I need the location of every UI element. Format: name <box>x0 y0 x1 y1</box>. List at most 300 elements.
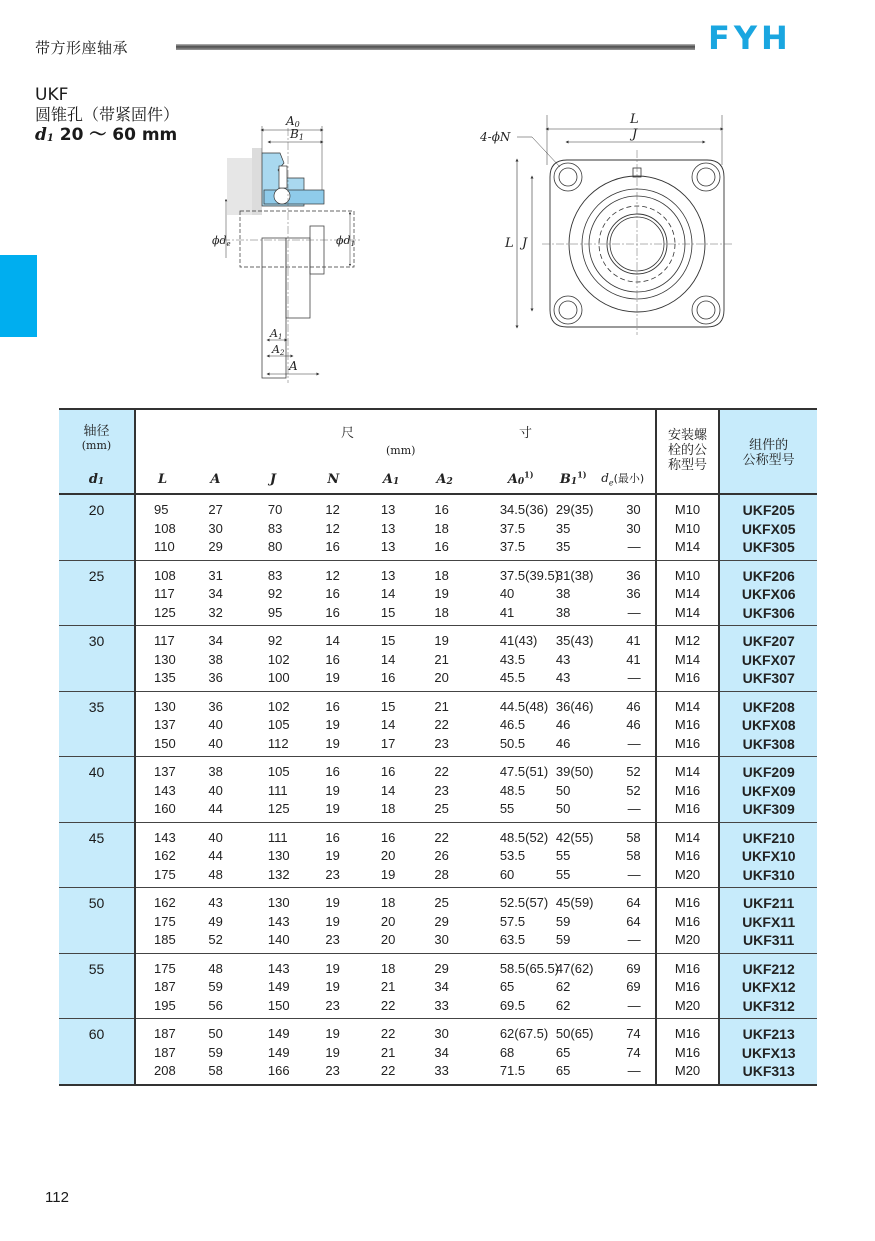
value-B1: 62 <box>555 979 571 994</box>
value-A0: 47.5(51) <box>499 764 549 779</box>
value-part-number: UKFX06 <box>741 586 796 602</box>
value-A: 29 <box>208 539 223 554</box>
cell-L <box>135 494 188 560</box>
value-bolt: M16 <box>674 735 701 751</box>
cell-B1 <box>552 757 601 823</box>
cell-N <box>303 953 361 1019</box>
value-A2: 30 <box>434 932 449 947</box>
cell-L <box>135 822 188 888</box>
shaft-diameter-cell: 40 <box>59 757 135 823</box>
cell-L <box>135 757 188 823</box>
cell-L <box>135 691 188 757</box>
cell-B1 <box>552 888 601 954</box>
value-J: 111 <box>267 829 288 845</box>
cell-A2 <box>418 888 471 954</box>
label-J-left: J <box>522 236 528 251</box>
value-A0: 37.5 <box>499 520 526 536</box>
value-A2: 30 <box>434 1026 449 1041</box>
table-row-group <box>59 888 817 954</box>
value-A: 58 <box>208 1063 223 1078</box>
dimension-table <box>59 408 817 1086</box>
cell-de <box>601 888 655 954</box>
value-A2: 20 <box>434 670 449 685</box>
value-N: 12 <box>325 520 340 536</box>
value-A1: 17 <box>380 735 396 751</box>
cell-B1 <box>552 953 601 1019</box>
value-bolt: M14 <box>674 604 701 620</box>
value-bolt: M20 <box>674 1063 701 1078</box>
value-N: 16 <box>325 829 340 845</box>
front-view-drawing <box>472 105 737 337</box>
value-part-number: UKF306 <box>742 604 795 621</box>
bearing-insert <box>264 190 324 204</box>
value-de: 46 <box>626 717 641 732</box>
cell-A1 <box>361 494 419 560</box>
value-A: 36 <box>208 670 223 685</box>
value-L: 160 <box>154 801 176 816</box>
col-B1: $B_1^{1)}$ <box>552 464 601 494</box>
value-N: 23 <box>325 932 340 947</box>
cell-A <box>188 953 246 1019</box>
cell-A0 <box>472 822 552 888</box>
value-de: 64 <box>626 895 641 910</box>
header-bolt-size <box>656 409 720 494</box>
value-A: 40 <box>208 782 223 798</box>
value-A2: 23 <box>434 782 449 798</box>
value-N: 14 <box>325 633 340 648</box>
cell-bolt <box>656 494 720 560</box>
shaft-diameter-cell: 60 <box>59 1019 135 1085</box>
value-bolt: M16 <box>674 717 701 732</box>
value-A: 34 <box>208 586 223 601</box>
cell-N <box>303 1019 361 1085</box>
cell-A2 <box>418 1019 471 1085</box>
value-J: 102 <box>267 698 290 714</box>
value-L: 195 <box>154 997 176 1013</box>
cell-L <box>135 1019 188 1085</box>
cell-bolt <box>656 822 720 888</box>
value-N: 19 <box>325 1044 340 1060</box>
value-J: 112 <box>267 735 289 751</box>
value-A: 56 <box>208 997 223 1013</box>
value-A0: 71.5 <box>499 1063 526 1078</box>
value-de: 69 <box>626 979 641 994</box>
value-part-number: UKF210 <box>742 829 795 846</box>
value-bolt: M10 <box>674 502 701 517</box>
value-J: 105 <box>267 764 290 779</box>
value-A2: 25 <box>434 895 449 910</box>
value-L: 175 <box>154 913 176 929</box>
value-A: 44 <box>208 801 223 816</box>
value-L: 162 <box>154 895 176 910</box>
cell-part-number <box>719 626 817 692</box>
value-bolt: M14 <box>674 651 701 667</box>
table-row-group <box>59 953 817 1019</box>
label-A0: A0 <box>286 114 300 129</box>
value-L: 135 <box>154 670 176 685</box>
col-J: J <box>246 464 304 494</box>
cell-A1 <box>361 757 419 823</box>
value-de: 74 <box>626 1026 641 1041</box>
value-de: 74 <box>626 1044 641 1060</box>
value-part-number: UKF212 <box>742 960 795 977</box>
shaft-diameter-cell: 45 <box>59 822 135 888</box>
value-B1: 46 <box>555 735 571 751</box>
cell-bolt <box>656 953 720 1019</box>
value-J: 80 <box>267 539 283 554</box>
value-A1: 18 <box>380 895 396 910</box>
value-J: 130 <box>267 895 290 910</box>
value-A0: 68 <box>499 1044 515 1060</box>
value-B1: 38 <box>555 586 571 601</box>
value-A: 36 <box>208 698 223 714</box>
value-L: 185 <box>154 932 176 947</box>
cell-de <box>601 822 655 888</box>
value-A1: 14 <box>380 651 396 667</box>
value-de: — <box>627 604 641 620</box>
value-A: 44 <box>208 848 223 863</box>
value-B1: 55 <box>555 866 571 882</box>
cell-de <box>601 1019 655 1085</box>
value-N: 19 <box>325 670 340 685</box>
range-symbol-sub: 1 <box>46 133 54 144</box>
cell-A0 <box>472 757 552 823</box>
value-B1: 55 <box>555 848 571 863</box>
cell-bolt <box>656 626 720 692</box>
cell-bolt <box>656 691 720 757</box>
value-de: — <box>627 866 641 882</box>
bore-type: 圆锥孔（带紧固件） <box>35 105 180 124</box>
cell-A <box>188 494 246 560</box>
value-N: 19 <box>325 895 340 910</box>
col-d1: $d_1$ <box>59 464 135 494</box>
dimensions-label-1: 尺 <box>341 426 355 441</box>
value-A1: 20 <box>380 932 396 947</box>
cell-B1 <box>552 560 601 626</box>
header-rule <box>176 44 695 50</box>
label-J-top: J <box>632 127 638 142</box>
part-label-2: 公称型号 <box>742 453 795 468</box>
value-N: 19 <box>325 735 340 751</box>
bolt-label-2: 栓的公 <box>668 443 708 458</box>
value-A1: 16 <box>380 764 396 779</box>
label-L-top: L <box>630 112 639 127</box>
cell-J <box>246 691 304 757</box>
value-L: 117 <box>154 586 175 601</box>
part-label-1: 组件的 <box>749 438 789 453</box>
value-bolt: M14 <box>674 764 701 779</box>
series-name: UKF <box>35 85 69 105</box>
cell-N <box>303 888 361 954</box>
cell-A2 <box>418 757 471 823</box>
value-L: 95 <box>154 502 169 517</box>
value-L: 187 <box>154 979 176 994</box>
cell-A0 <box>472 494 552 560</box>
value-A1: 22 <box>380 1063 396 1078</box>
value-part-number: UKFX10 <box>741 848 796 864</box>
cell-B1 <box>552 494 601 560</box>
label-A1: A1 <box>270 327 283 341</box>
value-A0: 48.5(52) <box>499 829 549 845</box>
set-screw <box>279 166 287 188</box>
value-A0: 65 <box>499 979 515 994</box>
cell-B1 <box>552 822 601 888</box>
value-de: 52 <box>626 764 641 779</box>
value-A1: 15 <box>380 633 396 648</box>
value-de: 41 <box>626 651 641 667</box>
value-J: 102 <box>267 651 290 667</box>
ball-icon <box>274 188 290 204</box>
value-B1: 59 <box>555 932 571 947</box>
value-bolt: M16 <box>674 913 701 929</box>
cell-A0 <box>472 691 552 757</box>
value-N: 19 <box>325 801 340 816</box>
value-A1: 13 <box>380 567 396 583</box>
value-B1: 50(65) <box>555 1026 594 1041</box>
value-A1: 21 <box>380 1044 396 1060</box>
label-d1: ϕd1 <box>336 234 356 248</box>
shaft-diameter-cell: 30 <box>59 626 135 692</box>
value-A1: 20 <box>380 848 396 863</box>
value-A: 52 <box>208 932 223 947</box>
cell-A1 <box>361 691 419 757</box>
cell-J <box>246 626 304 692</box>
cell-B1 <box>552 1019 601 1085</box>
cell-L <box>135 626 188 692</box>
col-A1: $A_1$ <box>361 464 419 494</box>
value-bolt: M16 <box>674 1044 701 1060</box>
value-L: 130 <box>154 698 176 714</box>
value-A1: 20 <box>380 913 396 929</box>
value-de: 52 <box>626 782 641 798</box>
cell-A <box>188 560 246 626</box>
value-de: — <box>627 932 641 947</box>
value-A0: 37.5 <box>499 539 526 554</box>
header-shaft-dia <box>59 409 135 464</box>
value-A0: 62(67.5) <box>499 1026 549 1041</box>
cell-part-number <box>719 953 817 1019</box>
dimensions-unit: (mm) <box>386 444 416 457</box>
value-J: 150 <box>267 997 290 1013</box>
cell-A <box>188 1019 246 1085</box>
cell-A0 <box>472 626 552 692</box>
value-A: 59 <box>208 979 223 994</box>
value-J: 149 <box>267 1044 290 1060</box>
value-A2: 19 <box>434 633 449 648</box>
value-part-number: UKF213 <box>742 1026 795 1042</box>
value-A1: 22 <box>380 997 396 1013</box>
cell-A0 <box>472 888 552 954</box>
value-A0: 40 <box>499 586 515 601</box>
shaft-diameter-cell: 20 <box>59 494 135 560</box>
value-bolt: M14 <box>674 698 701 714</box>
value-A1: 18 <box>380 960 396 976</box>
value-B1: 31(38) <box>555 567 594 583</box>
col-A2: $A_2$ <box>418 464 471 494</box>
cell-N <box>303 494 361 560</box>
value-A1: 13 <box>380 502 396 517</box>
value-J: 149 <box>267 979 290 994</box>
cell-part-number <box>719 691 817 757</box>
value-bolt: M16 <box>674 960 701 976</box>
value-A: 27 <box>208 502 223 517</box>
flange-body <box>262 238 286 378</box>
cell-N <box>303 560 361 626</box>
cell-de <box>601 626 655 692</box>
value-part-number: UKF308 <box>742 735 795 752</box>
cell-A1 <box>361 822 419 888</box>
value-de: 41 <box>626 633 641 648</box>
cell-N <box>303 822 361 888</box>
value-A2: 19 <box>434 586 449 601</box>
cell-A <box>188 822 246 888</box>
value-A2: 33 <box>434 997 449 1013</box>
cell-J <box>246 822 304 888</box>
value-A1: 19 <box>380 866 396 882</box>
cell-A1 <box>361 888 419 954</box>
value-A2: 26 <box>434 848 449 863</box>
value-N: 23 <box>325 997 340 1013</box>
value-A: 30 <box>208 520 223 536</box>
value-A0: 63.5 <box>499 932 526 947</box>
value-part-number: UKF211 <box>742 895 795 911</box>
side-tab-marker <box>0 255 37 337</box>
value-J: 83 <box>267 567 283 583</box>
value-A2: 29 <box>434 913 449 929</box>
value-de: 46 <box>626 698 641 714</box>
value-part-number: UKF206 <box>742 567 795 584</box>
cell-A <box>188 888 246 954</box>
value-N: 23 <box>325 866 340 882</box>
cell-J <box>246 757 304 823</box>
value-A1: 14 <box>380 717 396 732</box>
label-de: ϕde <box>212 234 231 248</box>
value-J: 111 <box>267 782 288 798</box>
cell-part-number <box>719 1019 817 1085</box>
cell-A1 <box>361 626 419 692</box>
value-J: 166 <box>267 1063 290 1078</box>
value-A2: 18 <box>434 604 449 620</box>
value-part-number: UKF209 <box>742 764 795 780</box>
value-B1: 43 <box>555 651 571 667</box>
value-A0: 58.5(65.5) <box>499 960 560 976</box>
value-bolt: M20 <box>674 866 701 882</box>
value-L: 187 <box>154 1044 176 1060</box>
value-A0: 37.5(39.5) <box>499 567 560 583</box>
table-body <box>59 494 817 1085</box>
table-row-group <box>59 691 817 757</box>
value-de: 30 <box>626 520 641 536</box>
value-A2: 28 <box>434 866 449 882</box>
value-J: 125 <box>267 801 290 816</box>
value-B1: 38 <box>555 604 571 620</box>
value-N: 16 <box>325 698 340 714</box>
cell-bolt <box>656 757 720 823</box>
value-L: 117 <box>154 633 175 648</box>
value-bolt: M16 <box>674 895 701 910</box>
cell-B1 <box>552 626 601 692</box>
value-A1: 16 <box>380 829 396 845</box>
cell-B1 <box>552 691 601 757</box>
size-range <box>35 125 179 149</box>
cell-de <box>601 494 655 560</box>
value-L: 137 <box>154 764 176 779</box>
value-A: 38 <box>208 764 223 779</box>
value-A0: 53.5 <box>499 848 526 863</box>
value-J: 100 <box>267 670 290 685</box>
cell-bolt <box>656 888 720 954</box>
value-N: 16 <box>325 764 340 779</box>
value-A: 50 <box>208 1026 223 1041</box>
value-part-number: UKF307 <box>742 670 795 686</box>
value-A2: 25 <box>434 801 449 816</box>
value-A1: 14 <box>380 586 396 601</box>
value-bolt: M16 <box>674 670 701 685</box>
value-N: 19 <box>325 717 340 732</box>
cell-L <box>135 953 188 1019</box>
value-bolt: M10 <box>674 567 701 583</box>
value-A1: 15 <box>380 604 396 620</box>
value-bolt: M10 <box>674 520 701 536</box>
value-N: 16 <box>325 604 340 620</box>
value-de: 58 <box>626 848 641 863</box>
value-bolt: M20 <box>674 997 701 1013</box>
value-A1: 13 <box>380 539 396 554</box>
value-N: 16 <box>325 539 340 554</box>
cell-A2 <box>418 691 471 757</box>
value-bolt: M16 <box>674 848 701 863</box>
value-bolt: M14 <box>674 829 701 845</box>
value-B1: 46 <box>555 717 571 732</box>
value-J: 143 <box>267 960 290 976</box>
label-4-phiN: 4-ϕN <box>480 130 511 144</box>
label-B1: B1 <box>290 127 304 142</box>
value-A2: 18 <box>434 520 449 536</box>
value-N: 12 <box>325 567 340 583</box>
value-part-number: UKF310 <box>742 866 795 883</box>
value-de: — <box>627 539 641 554</box>
value-A: 31 <box>208 567 223 583</box>
value-B1: 29(35) <box>555 502 594 517</box>
shaft-dia-label: 轴径 <box>83 424 110 439</box>
value-A2: 23 <box>434 735 449 751</box>
value-L: 187 <box>154 1026 176 1041</box>
table-row-group <box>59 626 817 692</box>
value-A1: 18 <box>380 801 396 816</box>
value-A0: 46.5 <box>499 717 526 732</box>
value-de: 30 <box>626 502 641 517</box>
value-part-number: UKFX05 <box>741 520 796 537</box>
value-A2: 22 <box>434 829 449 845</box>
value-L: 143 <box>154 829 176 845</box>
value-A2: 16 <box>434 502 449 517</box>
label-A2: A2 <box>272 343 285 357</box>
value-J: 92 <box>267 586 283 601</box>
cell-N <box>303 757 361 823</box>
value-A: 32 <box>208 604 223 620</box>
cell-A <box>188 691 246 757</box>
value-bolt: M20 <box>674 932 701 947</box>
value-A: 49 <box>208 913 223 929</box>
cell-A2 <box>418 953 471 1019</box>
value-L: 130 <box>154 651 176 667</box>
value-B1: 35 <box>555 520 571 536</box>
value-de: 58 <box>626 829 641 845</box>
value-B1: 35(43) <box>555 633 594 648</box>
value-de: 36 <box>626 567 641 583</box>
value-J: 143 <box>267 913 290 929</box>
cell-part-number <box>719 494 817 560</box>
